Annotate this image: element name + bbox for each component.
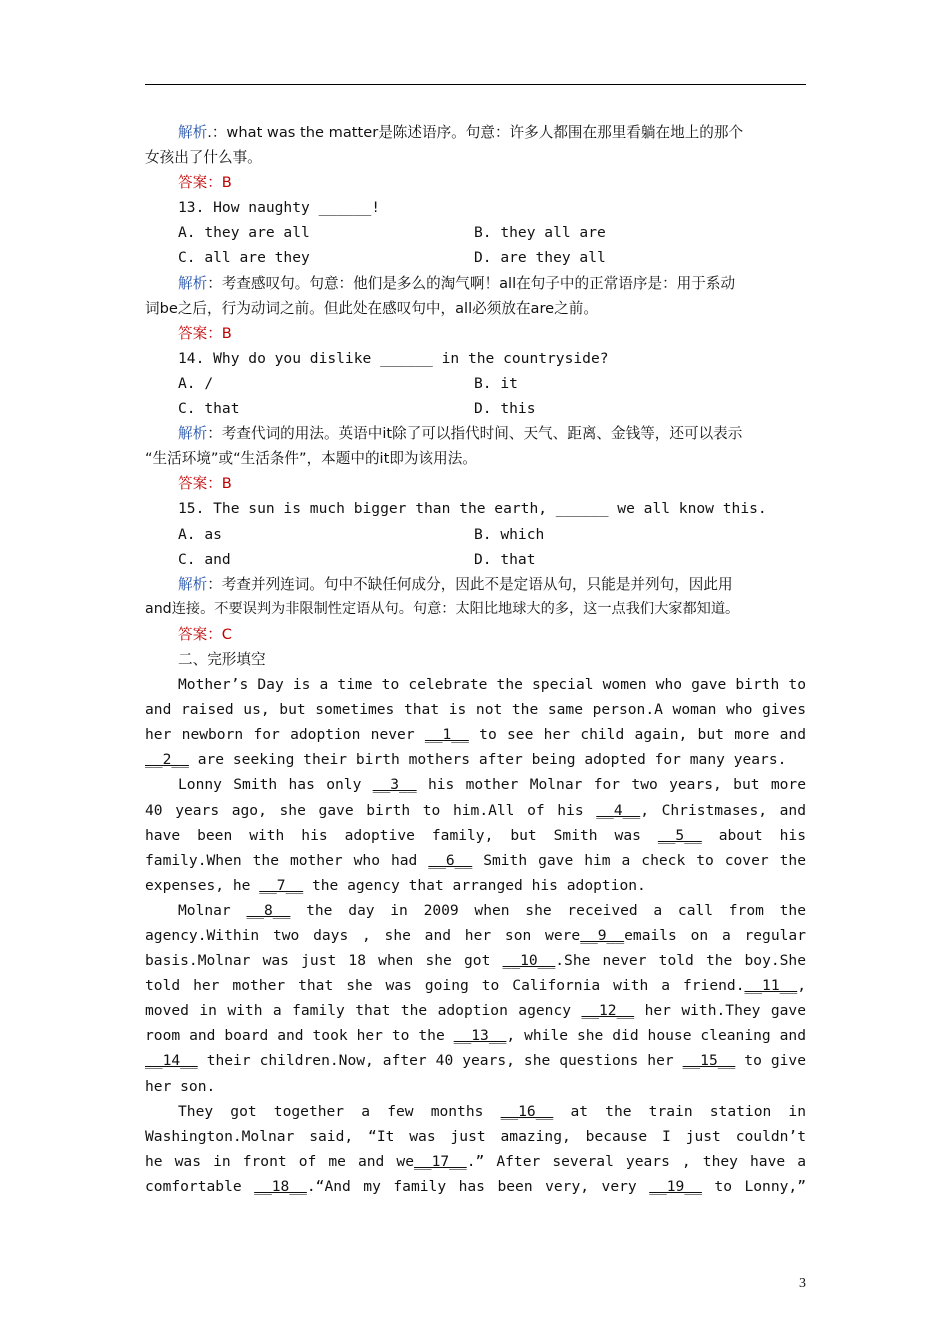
passage-line: Mother’s Day is a time to celebrate the special women who gave birth to — [178, 676, 806, 694]
q13-options-cd — [145, 245, 806, 270]
passage-line: he was in front of me and we__17__.” After several years , they have a — [145, 1152, 806, 1170]
blank-7: __7__ — [259, 876, 304, 894]
option-a: A. as — [178, 525, 222, 543]
option-a: A. they are all — [178, 224, 310, 242]
analysis-label: 解析 — [178, 274, 208, 292]
q15-stem: 15. The sun is much bigger than the earth, ______ we all know this. — [178, 500, 767, 518]
blank-11: __11__ — [744, 977, 798, 995]
option-d: D. are they all — [474, 249, 606, 267]
q15-analysis-line: 解析：考查并列连词。句中不缺任何成分，因此不是定语从句，只能是并列句，因此用 — [178, 575, 733, 593]
section-title: 二、完形填空 — [178, 650, 266, 668]
blank-3: __3__ — [372, 776, 417, 794]
passage-line: Washington.Molnar said, “It was just amazing, because I just couldn’t — [145, 1127, 806, 1145]
q14-stem: 14. Why do you dislike ______ in the countryside? — [178, 349, 609, 367]
q14-answer: 答案：B — [178, 475, 232, 493]
option-b: B. it — [474, 374, 518, 392]
q14-analysis-line2: “生活环境”或“生活条件”，本题中的it即为该用法。 — [145, 450, 477, 468]
option-d: D. this — [474, 400, 536, 418]
blank-19: __19__ — [649, 1177, 702, 1195]
q12-analysis-line: 解析.：what was the matter是陈述语序。句意：许多人都围在那里看躺在地上的那个 — [178, 124, 744, 141]
passage-line: Molnar __8__ the day in 2009 when she received a call from the — [178, 901, 806, 919]
option-c: C. all are they — [178, 249, 310, 267]
blank-4: __4__ — [596, 801, 641, 819]
analysis-label: 解析 — [178, 425, 208, 443]
blank-9: __9__ — [580, 927, 625, 944]
passage-line: expenses, he __7__ the agency that arranged his adoption. — [145, 876, 646, 894]
q13-answer: 答案：B — [178, 324, 232, 342]
q12-analysis-line2: 女孩出了什么事。 — [145, 149, 262, 167]
q14-analysis-line: 解析：考查代词的用法。英语中it除了可以指代时间、天气、距离、金钱等，还可以表示 — [178, 425, 743, 443]
passage-line: __2__ are seeking their birth mothers after being adopted for many years. — [145, 751, 787, 769]
blank-1: __1__ — [424, 726, 469, 744]
blank-17: __17__ — [414, 1152, 467, 1170]
passage-line: told her mother that she was going to California with a friend.__11__, — [145, 977, 806, 995]
blank-8: __8__ — [246, 901, 291, 919]
passage-line: and raised us, but sometimes that is not the same person.A woman who gives — [145, 701, 806, 719]
q15-analysis-line2: and连接。不要误判为非限制性定语从句。句意：太阳比地球大的多，这一点我们大家都知道。 — [145, 600, 740, 617]
option-a: A. / — [178, 374, 214, 392]
option-b: B. they all are — [474, 224, 606, 242]
passage-line: 40 years ago, she gave birth to him.All of his __4__, Christmases, and — [145, 801, 806, 819]
blank-10: __10__ — [502, 952, 556, 970]
page-number: 3 — [799, 1276, 806, 1291]
blank-13: __13__ — [453, 1027, 507, 1045]
passage-line: moved in with a family that the adoption agency __12__ her with.They gave — [145, 1002, 806, 1020]
analysis-label: 解析 — [178, 575, 208, 593]
q15-options-cd — [145, 547, 806, 572]
q13-analysis-line: 解析：考查感叹句。句意：他们是多么的淘气啊！all在句子中的正常语序是：用于系动 — [178, 274, 736, 292]
q14-options-cd — [145, 396, 806, 421]
blank-5: __5__ — [657, 826, 702, 844]
passage-line: her newborn for adoption never __1__ to see her child again, but more and — [145, 726, 806, 744]
q13-analysis-line2: 词be之后，行为动词之前。但此处在感叹句中，all必须放在are之前。 — [145, 299, 598, 317]
q13-stem: 13. How naughty ______! — [178, 199, 381, 217]
q15-options-ab — [145, 522, 806, 547]
passage-line: comfortable __18__.“And my family has been very, very __19__ to Lonny,” — [145, 1177, 806, 1195]
blank-18: __18__ — [254, 1177, 307, 1195]
passage-line: basis.Molnar was just 18 when she got __10__.She never told the boy.She — [145, 952, 806, 970]
option-d: D. that — [474, 550, 536, 568]
option-c: C. and — [178, 550, 231, 568]
option-c: C. that — [178, 400, 240, 418]
passage-line: her son. — [145, 1077, 216, 1095]
passage-line: Lonny Smith has only __3__ his mother Molnar for two years, but more — [178, 776, 806, 794]
blank-14: __14__ — [145, 1052, 198, 1070]
option-b: B. which — [474, 525, 545, 543]
blank-16: __16__ — [500, 1102, 554, 1120]
header-rule — [145, 84, 806, 85]
blank-6: __6__ — [428, 851, 473, 869]
passage-line: room and board and took her to the __13__, while she did house cleaning and — [145, 1027, 806, 1045]
document-body — [145, 120, 806, 1199]
q13-options-ab — [145, 220, 806, 245]
blank-12: __12__ — [581, 1002, 635, 1020]
blank-15: __15__ — [682, 1052, 736, 1070]
passage-line: agency.Within two days , she and her son were__9__emails on a regular — [145, 927, 806, 944]
passage-line: have been with his adoptive family, but Smith was __5__ about his — [145, 826, 806, 844]
q12-answer: 答案：B — [178, 174, 232, 192]
analysis-label: 解析 — [178, 124, 208, 141]
q15-answer: 答案：C — [178, 625, 232, 643]
passage-line: They got together a few months __16__ at the train station in — [178, 1102, 806, 1120]
passage-line: __14__ their children.Now, after 40 years, she questions her __15__ to give — [145, 1052, 806, 1070]
passage-line: family.When the mother who had __6__ Smith gave him a check to cover the — [145, 851, 806, 869]
q14-options-ab — [145, 371, 806, 396]
blank-2: __2__ — [145, 751, 189, 769]
